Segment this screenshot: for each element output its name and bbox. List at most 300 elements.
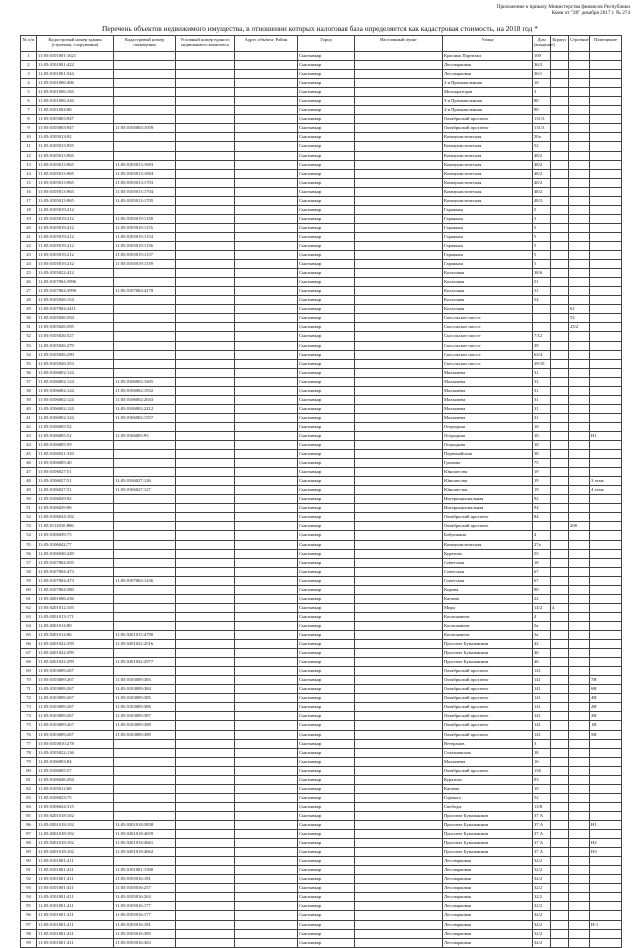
cell-building-cadastral: 11:05:0105013:955: [37, 142, 114, 151]
cell-locality: [355, 721, 443, 730]
cell-num: 32: [21, 332, 37, 341]
header-building: Строение: [569, 36, 590, 52]
cell-premises: [590, 413, 622, 422]
cell-city: Сыктывкар: [298, 214, 355, 223]
cell-house: 32/2: [533, 938, 551, 947]
cell-locality: [355, 305, 443, 314]
cell-district: [235, 395, 298, 404]
cell-locality: [355, 459, 443, 468]
table-row: [21, 839, 622, 848]
cell-premises: [590, 549, 622, 558]
cell-street: Катаева: [443, 594, 533, 603]
table-row: [21, 287, 622, 296]
cell-district: [235, 151, 298, 160]
cell-house: 80: [533, 97, 551, 106]
cell-complex-number: [176, 558, 235, 567]
cell-building: [569, 260, 590, 269]
cell-complex-number: [176, 866, 235, 875]
cell-city: Сыктывкар: [298, 875, 355, 884]
cell-street: Проспект Бумажников: [443, 658, 533, 667]
cell-house: 4: [533, 612, 551, 621]
cell-block: [551, 739, 569, 748]
cell-locality: [355, 793, 443, 802]
cell-building-cadastral: 11:05:0101001:411: [37, 893, 114, 902]
cell-block: [551, 314, 569, 323]
cell-premises-cadastral: [114, 450, 176, 459]
cell-premises-cadastral: [114, 269, 176, 278]
cell-street: Гаражная: [443, 214, 533, 223]
cell-street: Огородная: [443, 431, 533, 440]
cell-city: Сыктывкар: [298, 558, 355, 567]
cell-city: Сыктывкар: [298, 830, 355, 839]
cell-district: [235, 223, 298, 232]
cell-locality: [355, 730, 443, 739]
cell-district: [235, 341, 298, 350]
cell-city: Сыктывкар: [298, 612, 355, 621]
cell-house: [533, 314, 551, 323]
cell-building-cadastral: 11:05:0101001:411: [37, 938, 114, 947]
cell-complex-number: [176, 142, 235, 151]
cell-complex-number: [176, 920, 235, 929]
cell-block: [551, 522, 569, 531]
cell-num: 21: [21, 232, 37, 241]
cell-premises: [590, 205, 622, 214]
cell-premises: 4 этаж: [590, 486, 622, 495]
cell-num: 28: [21, 296, 37, 305]
cell-locality: [355, 848, 443, 857]
cell-locality: [355, 287, 443, 296]
cell-premises: [590, 875, 622, 884]
table-row: [21, 79, 622, 88]
cell-street: Стахановская: [443, 748, 533, 757]
cell-locality: [355, 549, 443, 558]
cell-num: 56: [21, 549, 37, 558]
cell-house: 5а: [533, 621, 551, 630]
cell-block: [551, 893, 569, 902]
cell-premises: [590, 341, 622, 350]
cell-house: 141: [533, 703, 551, 712]
cell-building: [569, 223, 590, 232]
cell-premises-cadastral: 11:05:0105019:1154: [114, 232, 176, 241]
cell-city: Сыктывкар: [298, 169, 355, 178]
cell-house: 31: [533, 404, 551, 413]
cell-city: Сыктывкар: [298, 585, 355, 594]
cell-num: 26: [21, 278, 37, 287]
cell-premises: [590, 314, 622, 323]
cell-district: [235, 540, 298, 549]
cell-street: Проспект Бумажников: [443, 649, 533, 658]
cell-building-cadastral: 11:05:0101004:86: [37, 106, 114, 115]
cell-num: 38: [21, 386, 37, 395]
cell-house: 3: [533, 739, 551, 748]
table-row: [21, 549, 622, 558]
cell-premises-cadastral: [114, 359, 176, 368]
cell-locality: [355, 232, 443, 241]
cell-house: 10: [533, 431, 551, 440]
cell-num: 53: [21, 522, 37, 531]
cell-locality: [355, 422, 443, 431]
cell-block: [551, 269, 569, 278]
document-title: Перечень объектов недвижимого имущества, в отношении которых налоговая база определяется как кадастровая стоимость, на 2018 год *: [102, 24, 538, 33]
cell-building-cadastral: 11:05:0101001:411: [37, 902, 114, 911]
cell-street: Юношества: [443, 486, 533, 495]
cell-building: [569, 124, 590, 133]
table-row: [21, 477, 622, 486]
cell-street: Лесопарковая: [443, 911, 533, 920]
cell-block: [551, 784, 569, 793]
cell-building-cadastral: 11:05:0106003:84: [37, 757, 114, 766]
cell-premises: 2Н: [590, 703, 622, 712]
cell-num: 92: [21, 875, 37, 884]
cell-complex-number: [176, 169, 235, 178]
cell-block: [551, 730, 569, 739]
cell-locality: [355, 441, 443, 450]
cell-num: 24: [21, 260, 37, 269]
cell-city: Сыктывкар: [298, 549, 355, 558]
cell-complex-number: [176, 70, 235, 79]
cell-building: [569, 676, 590, 685]
cell-premises-cadastral: [114, 468, 176, 477]
cell-locality: [355, 830, 443, 839]
cell-locality: [355, 323, 443, 332]
cell-premises: [590, 522, 622, 531]
cell-building: [569, 784, 590, 793]
cell-premises: [590, 395, 622, 404]
cell-street: Октябрьский проспект: [443, 766, 533, 775]
cell-house: 141: [533, 676, 551, 685]
cell-locality: [355, 97, 443, 106]
cell-city: Сыктывкар: [298, 567, 355, 576]
cell-street: Гаражная: [443, 241, 533, 250]
cell-complex-number: [176, 793, 235, 802]
cell-street: Огородная: [443, 422, 533, 431]
cell-premises-cadastral: [114, 278, 176, 287]
cell-district: [235, 603, 298, 612]
cell-house: 36/1: [533, 70, 551, 79]
cell-num: 85: [21, 811, 37, 820]
cell-building-cadastral: 11:05:0105019:212: [37, 251, 114, 260]
cell-premises: [590, 323, 622, 332]
cell-street: Сысольское шоссе: [443, 341, 533, 350]
cell-num: 86: [21, 820, 37, 829]
cell-locality: [355, 631, 443, 640]
cell-building-cadastral: 11:05:0106029:92: [37, 495, 114, 504]
cell-house: 19: [533, 486, 551, 495]
cell-house: 32/2: [533, 929, 551, 938]
cell-complex-number: [176, 522, 235, 531]
cell-premises: 3Н: [590, 712, 622, 721]
cell-district: [235, 938, 298, 947]
cell-locality: [355, 522, 443, 531]
cell-num: 17: [21, 196, 37, 205]
cell-complex-number: [176, 468, 235, 477]
cell-district: [235, 775, 298, 784]
cell-street: Лесопарковая: [443, 884, 533, 893]
cell-building: [569, 395, 590, 404]
cell-block: [551, 802, 569, 811]
cell-district: [235, 820, 298, 829]
cell-complex-number: [176, 576, 235, 585]
table-row: [21, 631, 622, 640]
cell-num: 49: [21, 486, 37, 495]
cell-premises-cadastral: 11:05:0105016:177: [114, 911, 176, 920]
cell-street: Колхозная: [443, 305, 533, 314]
cell-house: 10: [533, 441, 551, 450]
cell-street: Юношества: [443, 468, 533, 477]
cell-block: [551, 504, 569, 513]
cell-locality: [355, 694, 443, 703]
cell-complex-number: [176, 848, 235, 857]
cell-street: Интернациональная: [443, 504, 533, 513]
cell-district: [235, 811, 298, 820]
cell-premises: [590, 88, 622, 97]
cell-block: [551, 667, 569, 676]
cell-district: [235, 730, 298, 739]
cell-district: [235, 721, 298, 730]
cell-locality: [355, 468, 443, 477]
cell-district: [235, 748, 298, 757]
cell-street: Бабушкина: [443, 531, 533, 540]
cell-premises: [590, 133, 622, 142]
cell-house: 141: [533, 721, 551, 730]
cell-locality: [355, 594, 443, 603]
cell-locality: [355, 902, 443, 911]
table-row: [21, 278, 622, 287]
cell-building: [569, 594, 590, 603]
table-row: [21, 585, 622, 594]
cell-street: Октябрьский проспект: [443, 703, 533, 712]
table-row: [21, 441, 622, 450]
cell-city: Сыктывкар: [298, 269, 355, 278]
cell-building-cadastral: 11:05:0105026:279: [37, 341, 114, 350]
cell-complex-number: [176, 830, 235, 839]
cell-building: [569, 820, 590, 829]
cell-complex-number: [176, 251, 235, 260]
cell-block: [551, 124, 569, 133]
cell-block: 4: [551, 603, 569, 612]
appendix-line-2: Коми от "28" декабря 2017 г. № 274: [551, 10, 630, 17]
cell-building: [569, 793, 590, 802]
cell-street: Малышева: [443, 377, 533, 386]
cell-house: 31: [533, 368, 551, 377]
cell-house: 141: [533, 685, 551, 694]
table-row: [21, 640, 622, 649]
cell-complex-number: [176, 269, 235, 278]
cell-complex-number: [176, 748, 235, 757]
cell-district: [235, 902, 298, 911]
cell-num: 81: [21, 775, 37, 784]
cell-city: Сыктывкар: [298, 820, 355, 829]
cell-city: Сыктывкар: [298, 124, 355, 133]
cell-city: Сыктывкар: [298, 241, 355, 250]
cell-premises-cadastral: [114, 296, 176, 305]
cell-locality: [355, 712, 443, 721]
cell-num: 74: [21, 712, 37, 721]
cell-premises: [590, 359, 622, 368]
cell-street: Октябрьский проспект: [443, 667, 533, 676]
cell-street: Сысольское шоссе: [443, 314, 533, 323]
header-row: [21, 36, 622, 52]
cell-house: 141: [533, 730, 551, 739]
cell-premises-cadastral: [114, 513, 176, 522]
table-row: [21, 594, 622, 603]
cell-house: 19: [533, 477, 551, 486]
cell-premises: 3 этаж: [590, 477, 622, 486]
cell-locality: [355, 332, 443, 341]
cell-block: [551, 839, 569, 848]
cell-locality: [355, 884, 443, 893]
cell-street: Малышева: [443, 395, 533, 404]
cell-building-cadastral: 11:05:0101001:411: [37, 857, 114, 866]
cell-premises: [590, 884, 622, 893]
table-row: [21, 513, 622, 522]
cell-house: 19: [533, 784, 551, 793]
cell-building: [569, 531, 590, 540]
cell-premises-cadastral: 11:05:0105013:1693: [114, 160, 176, 169]
cell-premises: [590, 513, 622, 522]
cell-num: 34: [21, 350, 37, 359]
table-row: [21, 323, 622, 332]
cell-street: Сысольское шоссе: [443, 332, 533, 341]
cell-city: Сыктывкар: [298, 793, 355, 802]
cell-building: [569, 649, 590, 658]
cell-block: [551, 133, 569, 142]
cell-building: [569, 79, 590, 88]
cell-house: 10: [533, 422, 551, 431]
cell-block: [551, 422, 569, 431]
cell-street: Гаражная: [443, 260, 533, 269]
cell-block: [551, 241, 569, 250]
cell-building-cadastral: 11:05:0105013:965: [37, 196, 114, 205]
cell-district: [235, 422, 298, 431]
cell-city: Сыктывкар: [298, 441, 355, 450]
cell-street: Советская: [443, 567, 533, 576]
cell-house: 37 А: [533, 820, 551, 829]
cell-building: [569, 187, 590, 196]
table-row: [21, 748, 622, 757]
cell-block: [551, 223, 569, 232]
cell-street: Проспект Бумажников: [443, 820, 533, 829]
cell-street: Первомайская: [443, 450, 533, 459]
table-row: [21, 223, 622, 232]
cell-complex-number: [176, 386, 235, 395]
table-row: [21, 251, 622, 260]
cell-building-cadastral: 11:05:0106002:124: [37, 368, 114, 377]
cell-block: [551, 305, 569, 314]
cell-building: [569, 902, 590, 911]
cell-premises: 4Н: [590, 694, 622, 703]
cell-num: 37: [21, 377, 37, 386]
cell-building-cadastral: 11:05:0106034:102: [37, 513, 114, 522]
cell-building: [569, 567, 590, 576]
cell-building: [569, 685, 590, 694]
cell-house: 29/10: [533, 359, 551, 368]
cell-locality: [355, 893, 443, 902]
cell-district: [235, 52, 298, 61]
cell-complex-number: [176, 124, 235, 133]
table-row: [21, 920, 622, 929]
cell-block: [551, 929, 569, 938]
cell-district: [235, 323, 298, 332]
cell-block: [551, 748, 569, 757]
cell-building-cadastral: 11:05:0201022:299: [37, 649, 114, 658]
cell-street: Юношества: [443, 477, 533, 486]
cell-building: [569, 88, 590, 97]
cell-num: 18: [21, 205, 37, 214]
cell-district: [235, 911, 298, 920]
cell-city: Сыктывкар: [298, 251, 355, 260]
cell-complex-number: [176, 413, 235, 422]
cell-building: [569, 97, 590, 106]
header-locality: Населенный пункт: [355, 36, 443, 52]
cell-locality: [355, 685, 443, 694]
table-row: [21, 848, 622, 857]
cell-street: Коммунистическая: [443, 151, 533, 160]
cell-premises: [590, 766, 622, 775]
cell-premises: [590, 576, 622, 585]
cell-street: Куратова: [443, 549, 533, 558]
cell-num: 43: [21, 431, 37, 440]
cell-block: [551, 278, 569, 287]
table-row: [21, 766, 622, 775]
cell-house: 46: [533, 649, 551, 658]
cell-district: [235, 830, 298, 839]
cell-complex-number: [176, 441, 235, 450]
cell-locality: [355, 621, 443, 630]
cell-building: [569, 61, 590, 70]
cell-premises: [590, 649, 622, 658]
cell-street: Сысольское шоссе: [443, 359, 533, 368]
cell-premises: [590, 495, 622, 504]
cell-complex-number: [176, 603, 235, 612]
cell-premises-cadastral: [114, 748, 176, 757]
cell-premises-cadastral: 11:05:0105016:363: [114, 938, 176, 947]
cell-city: Сыктывкар: [298, 97, 355, 106]
cell-street: Лесопарковая: [443, 61, 533, 70]
cell-num: 47: [21, 468, 37, 477]
cell-building-cadastral: 11:05:0105013:965: [37, 160, 114, 169]
cell-district: [235, 350, 298, 359]
cell-house: 5: [533, 205, 551, 214]
cell-locality: [355, 612, 443, 621]
cell-complex-number: [176, 359, 235, 368]
cell-street: Гаражная: [443, 223, 533, 232]
cell-num: 29: [21, 305, 37, 314]
cell-building-cadastral: 11:05:0106002:124: [37, 386, 114, 395]
cell-premises-cadastral: [114, 88, 176, 97]
cell-block: [551, 468, 569, 477]
header-premises-cadastral: Кадастровый номер помещения: [114, 36, 176, 52]
cell-city: Сыктывкар: [298, 811, 355, 820]
table-row: [21, 667, 622, 676]
cell-premises-cadastral: [114, 151, 176, 160]
cell-house: 37 А: [533, 848, 551, 857]
cell-building: [569, 631, 590, 640]
cell-district: [235, 513, 298, 522]
cell-premises: [590, 594, 622, 603]
cell-building-cadastral: 11:05:0107004:473: [37, 567, 114, 576]
cell-locality: [355, 866, 443, 875]
table-row: [21, 52, 622, 61]
cell-building: [569, 830, 590, 839]
cell-city: Сыктывкар: [298, 730, 355, 739]
table-row: [21, 450, 622, 459]
cell-house: 51: [533, 287, 551, 296]
cell-premises-cadastral: [114, 612, 176, 621]
cell-street: Сысольское шоссе: [443, 350, 533, 359]
cell-complex-number: [176, 431, 235, 440]
cell-locality: [355, 784, 443, 793]
